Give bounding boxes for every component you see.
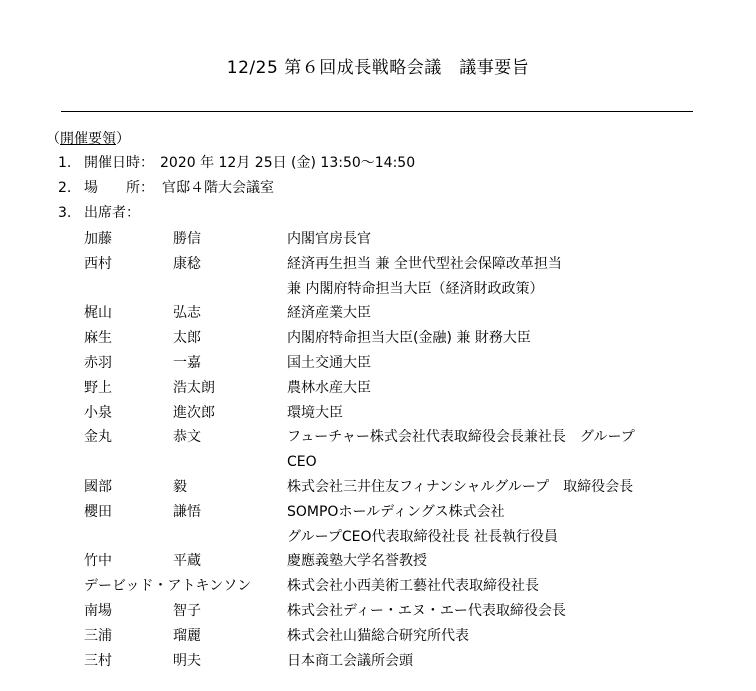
attendee-title: フューチャー株式会社代表取締役会長兼社長 グループ [287,429,635,446]
attendee-title: 国土交通大臣 [287,355,371,371]
item-date-value: 2020 年 12月 25日 (金) 13:50～14:50 [160,155,416,171]
attendee-title: 慶應義塾大学名誉教授 [287,553,427,570]
attendee-title: 農林水産大臣 [287,379,371,396]
attendee-given-name: 進次郎 [173,404,215,421]
attendee-given-name: 明夫 [173,652,201,669]
item-attendees-label: 出席者： [84,205,140,221]
attendee-surname: 麻生 [84,330,112,347]
attendee-surname: 國部 [84,479,112,495]
attendee-title: グループCEO代表取締役社長 社長執行役員 [287,528,558,545]
attendee-title: 経済再生担当 兼 全世代型社会保障改革担当 [287,255,562,272]
document-title: 12/25 第６回成長戦略会議 議事要旨 [226,58,530,78]
attendee-given-name: 謙悟 [173,503,201,520]
attendee-surname: 櫻田 [84,503,112,520]
attendee-surname: 三浦 [84,627,112,644]
attendee-title: 環境大臣 [287,404,343,421]
attendee-title: 株式会社ディー・エヌ・エー代表取締役会長 [287,603,566,619]
attendee-given-name: 一嘉 [173,355,201,371]
item-place-value: 官邸４階大会議室 [162,180,274,196]
attendee-given-name: 康稔 [173,255,201,272]
attendee-surname: 竹中 [84,553,112,570]
attendee-title: CEO [287,454,317,471]
attendee-title: 日本商工会議所会頭 [287,652,413,669]
attendee-given-name: 平蔵 [173,553,201,570]
attendee-surname: 赤羽 [84,355,112,371]
attendee-title: 株式会社山猫総合研究所代表 [287,627,469,644]
attendee-title: SOMPOホールディングス株式会社 [287,503,505,520]
attendee-given-name: 智子 [173,603,201,619]
attendee-surname: 小泉 [84,404,112,421]
item-attendees-number: 3. [58,205,72,221]
attendee-fullname: デービッド・アトキンソン [84,578,252,595]
attendee-surname: 三村 [84,652,112,669]
attendee-given-name: 浩太朗 [173,379,215,396]
attendee-title: 内閣官房長官 [287,231,371,247]
item-date-number: 1. [58,155,72,171]
attendee-surname: 加藤 [84,231,112,247]
item-place-number: 2. [58,180,72,196]
attendee-title: 株式会社三井住友フィナンシャルグループ 取締役会長 [287,479,634,495]
attendee-title: 兼 内閣府特命担当大臣（経済財政政策） [287,280,544,297]
attendee-given-name: 太郎 [173,330,201,347]
attendee-given-name: 恭文 [173,429,201,446]
attendee-title: 株式会社小西美術工藝社代表取締役社長 [287,578,539,595]
attendee-surname: 南場 [84,603,112,619]
item-place-label: 場 所： [84,180,154,196]
attendee-title: 経済産業大臣 [287,305,371,322]
attendee-given-name: 瑠麗 [173,627,201,644]
attendee-surname: 西村 [84,255,112,272]
attendee-surname: 金丸 [84,429,112,446]
attendee-given-name: 毅 [173,479,187,495]
attendee-given-name: 勝信 [173,231,201,247]
title-divider [61,111,693,112]
item-date-label: 開催日時： [84,155,154,171]
attendee-title: 内閣府特命担当大臣(金融) 兼 財務大臣 [287,330,531,347]
attendee-given-name: 弘志 [173,305,201,322]
section-heading: （開催要領） [46,131,130,147]
section-heading-label: 開催要領 [60,131,116,147]
attendee-surname: 野上 [84,379,112,396]
attendee-surname: 梶山 [84,305,112,322]
